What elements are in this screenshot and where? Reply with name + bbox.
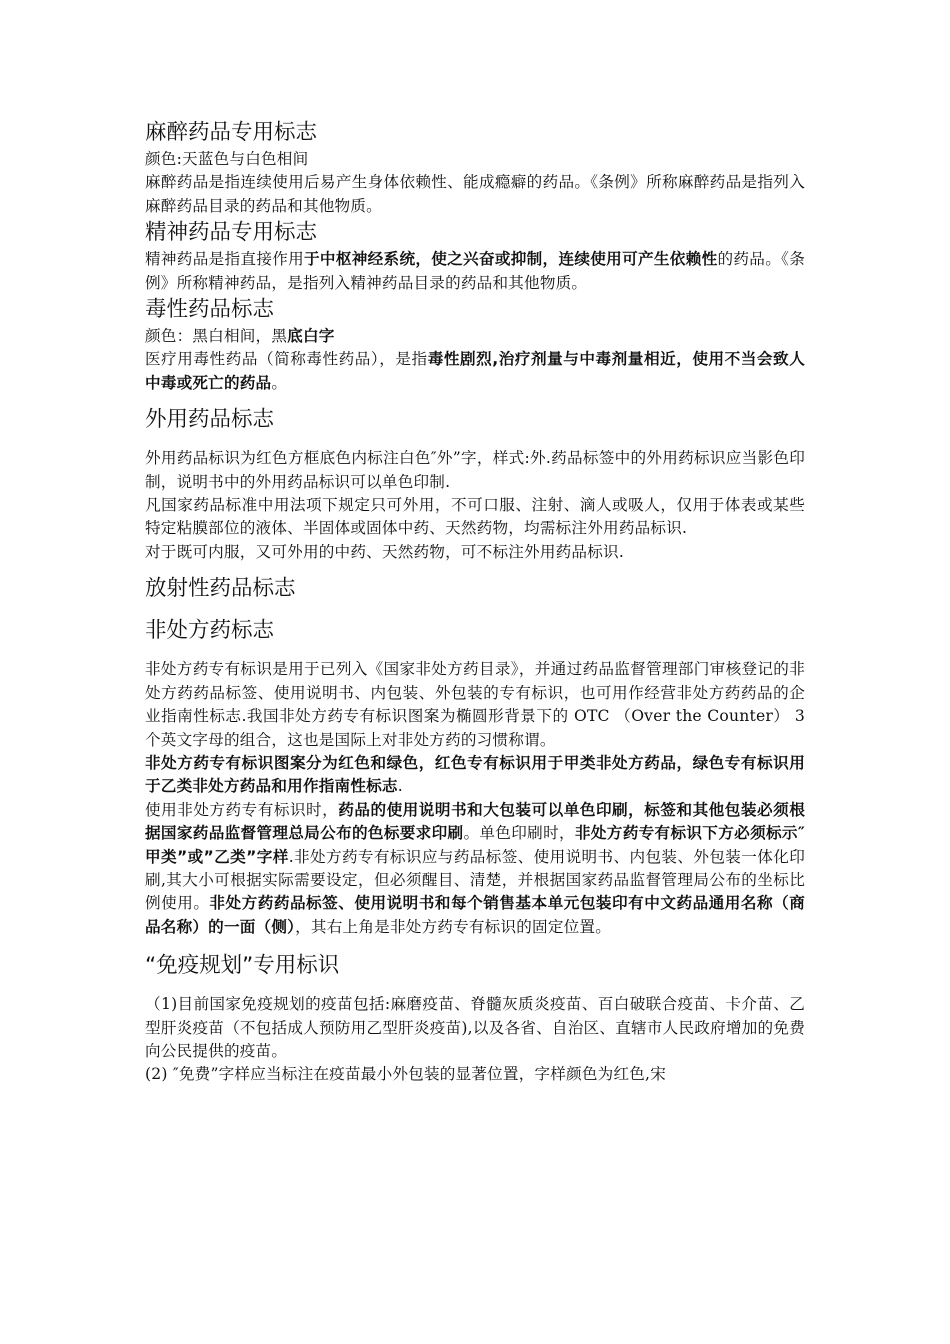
bold-text-run: 于中枢神经系统，使之兴奋或抑制，连续使用可产生依赖性	[304, 250, 718, 269]
section-title-toxic: 毒性药品标志	[145, 297, 275, 323]
external-paragraph-3: 对于既可内服，又可外用的中药、天然药物，可不标注外用药品标识.	[145, 542, 624, 561]
text-run: 颜色：黑白相间，黑	[145, 327, 288, 346]
toxic-description	[145, 348, 805, 395]
text-run: 医疗用毒性药品（简称毒性药品），是指	[145, 350, 428, 369]
bold-text-run: 毒性剧烈,治疗剂量与中毒剂量相近，使用不当会致人中毒或死亡的药品	[145, 350, 805, 392]
text-run: 的药品。《条例》所称精神药品，是指列入精神药品目录的药品和其他物质。	[145, 250, 805, 292]
narcotic-color-line: 颜色:天蓝色与白色相间	[145, 150, 309, 168]
document-page	[145, 118, 805, 1087]
section-title-external: 外用药品标志	[145, 407, 275, 433]
bold-text-run: 药品的使用说明书和大包装可以单色印刷，标签和其他包装必须根据国家药品监督管理总局公布的色标要求印刷	[145, 800, 805, 843]
external-paragraph-2: 凡国家药品标准中用法项下规定只可外用，不可口服、注射、滴人或吸人，仅用于体表或某些特定粘膜部位的液体、半固体或固体中药、天然药物，均需标注外用药品标识.	[145, 496, 805, 538]
bold-text-run: 底白字	[287, 327, 335, 346]
otc-paragraph-3	[145, 799, 805, 939]
vaccine-paragraph-2: (2) ″免费”字样应当标注在疫苗最小外包装的显著位置，字样颜色为红色,宋	[145, 1065, 667, 1084]
section-title-psychotropic: 精神药品专用标志	[145, 220, 318, 246]
external-paragraph-1: 外用药品标识为红色方框底色内标注白色″外”字，样式:外.药品标签中的外用药标识应当影色印制，说明书中的外用药品标识可以单色印制.	[145, 449, 805, 491]
text-run: 。	[271, 373, 288, 392]
bold-text-run: 非处方药专有标识图案分为红色和绿色，红色专有标识用于甲类非处方药品，绿色专有标识用于乙类非处方药品和用作指南性标志	[145, 753, 805, 796]
narcotic-description: 麻醉药品是指连续使用后易产生身体依赖性、能成瘾癖的药品。《条例》所称麻醉药品是指列入麻醉药品目录的药品和其他物质。	[145, 173, 805, 215]
text-run: 使用非处方药专有标识时，	[145, 800, 339, 819]
text-run: 精神药品是指直接作用	[145, 250, 305, 269]
bold-text-run: 非处方药药品标签、使用说明书和每个销售基本单元包装印有中文药品通用名称（商品名称）的一面（侧）	[145, 894, 805, 936]
section-title-vaccine: “免疫规划”专用标识	[145, 953, 340, 979]
psychotropic-description	[145, 248, 805, 295]
text-run: 。单色印刷时，	[463, 824, 575, 843]
otc-paragraph-1: 非处方药专有标识是用于已列入《国家非处方药目录》，并通过药品监督管理部门审核登记的非处方药药品标签、使用说明书、内包装、外包装的专有标识，也可用作经营非处方药药品的企业指南性标志.我国非处方药专有标识图案为椭圆形背景下的 OTC （Over the Counter） 3个英文字母的组合，这也是国际上对非处方药的习惯称谓。	[145, 660, 805, 749]
bold-text-run: 非处方药专有标识下方必须标示″甲类”或”乙类”字样	[145, 824, 805, 866]
toxic-color-line	[145, 325, 805, 348]
text-run: .	[397, 777, 403, 796]
section-title-narcotic: 麻醉药品专用标志	[145, 120, 318, 145]
vaccine-paragraph-1: （1)目前国家免疫规划的疫苗包括:麻磨疫苗、脊髓灰质炎疫苗、百白破联合疫苗、卡介苗、乙型肝炎疫苗（不包括成人预防用乙型肝炎疫苗),以及各省、自治区、直辖市人民政府增加的免费向公民提供的疫苗。	[145, 995, 805, 1060]
otc-paragraph-2	[145, 752, 805, 799]
section-title-otc: 非处方药标志	[145, 618, 275, 644]
section-title-radioactive: 放射性药品标志	[145, 576, 296, 602]
text-run: .非处方药专有标识应与药品标签、使用说明书、内包装、外包装一体化印刷,其大小可根据实际需要设定，但必须醒目、清楚，并根据国家药品监督管理局公布的坐标比例使用。	[145, 847, 805, 913]
text-run: ，其右上角是非处方药专有标识的固定位置。	[295, 917, 612, 936]
